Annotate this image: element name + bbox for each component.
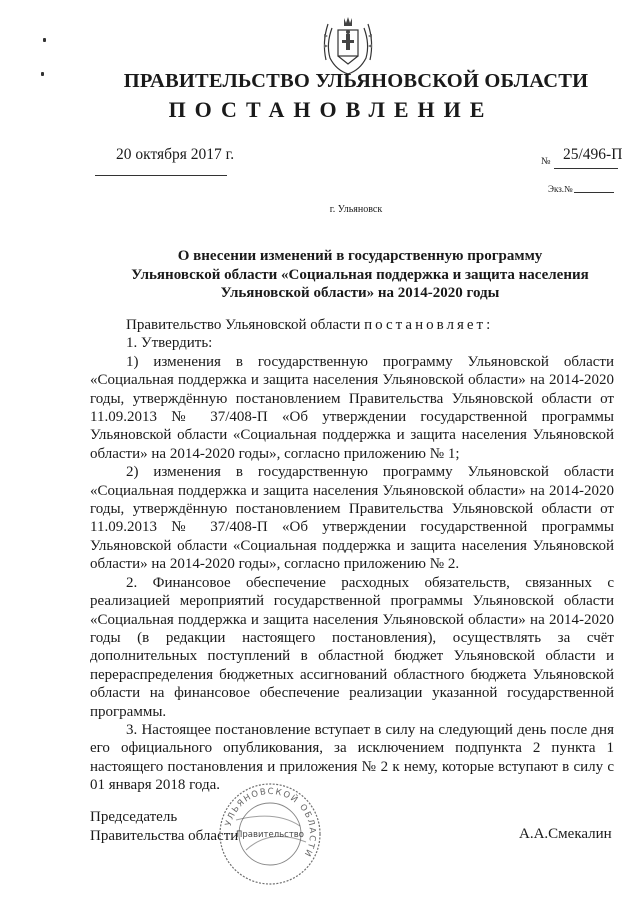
clause-1-2: 2) изменения в государственную программу Ульяновской области «Социальная поддержка и защита населения Ульяновской области» на 2014-2020 годы, утверждённую постановлением Правительства Ульяновской области от 11.09.2013 № 37/408-П «Об утверждении государственной программы Ульяновской области «Социальная поддержка и защита населения Ульяновской области» на 2014-2020 годы», согласно приложению № 2. bbox=[90, 464, 614, 573]
document-date: 20 октября 2017 г. bbox=[116, 146, 235, 163]
number-underline bbox=[554, 168, 618, 169]
preamble-text: Правительство Ульяновской области bbox=[126, 317, 365, 333]
document-type: ПОСТАНОВЛЕНИЕ bbox=[168, 97, 494, 122]
clause-1-1: 1) изменения в государственную программу Ульяновской области «Социальная поддержка и защита населения Ульяновской области» на 2014-2020 годы, утверждённую постановлением Правительства Ульяновской области от 11.09.2013 № 37/408-П «Об утверждении государственной программы Ульяновской области «Социальная поддержка и защита населения Ульяновской области» на 2014-2020 годы», согласно приложению № 1; bbox=[90, 353, 614, 462]
heading-line: Ульяновской области» на 2014-2020 годы bbox=[220, 285, 500, 301]
clause-3: 3. Настоящее постановление вступает в силу на следующий день после дня его официального опубликования, за исключением подпункта 2 пункта 1 настоящего постановления и приложения № 2 к нему, которые вступают в силу с 01 января 2018 года. bbox=[90, 721, 614, 794]
document-body bbox=[90, 316, 614, 795]
government-name: ПРАВИТЕЛЬСТВО УЛЬЯНОВСКОЙ ОБЛАСТИ bbox=[123, 70, 589, 92]
seal-ring-text: УЛЬЯНОВСКОЙ ОБЛАСТИ bbox=[223, 786, 318, 859]
clause-2: 2. Финансовое обеспечение расходных обязательств, связанных с реализацией мероприятий государственной программы Ульяновской области «Социальная поддержка и защита населения Ульяновской области» на 2014-2020 годы (в редакции настоящего постановления), осуществлять за счёт дополнительных поступлений в областной бюджет Ульяновской области и перераспределения бюджетных ассигнований областного бюджета Ульяновской области на финансовое обеспечение реализации указанной государственной программы. bbox=[90, 574, 614, 720]
preamble bbox=[90, 316, 614, 334]
copy-number-label: Экз.№ bbox=[548, 184, 573, 194]
city: г. Ульяновск bbox=[329, 204, 383, 215]
position-line: Председатель bbox=[90, 809, 178, 825]
number-sign: № bbox=[541, 156, 551, 167]
date-underline bbox=[95, 175, 227, 176]
svg-text:УЛЬЯНОВСКОЙ ОБЛАСТИ bbox=[224, 787, 317, 859]
signatory-name: А.А.Смекалин bbox=[519, 826, 612, 842]
position-line: Правительства области bbox=[90, 827, 239, 844]
coat-of-arms-icon bbox=[318, 14, 378, 76]
scan-speck bbox=[43, 38, 46, 42]
official-seal-icon bbox=[216, 780, 324, 888]
seal-center-text: Правительство bbox=[236, 830, 304, 840]
clause-1: 1. Утвердить: bbox=[126, 335, 213, 352]
copy-number-underline bbox=[574, 192, 614, 193]
heading-line: Ульяновской области «Социальная поддержка и защита населения bbox=[131, 266, 589, 283]
document-number: 25/496-П bbox=[563, 146, 623, 163]
heading-line: О внесении изменений в государственную программу bbox=[177, 248, 543, 264]
preamble-verb: постановляет: bbox=[364, 317, 494, 333]
document-heading bbox=[90, 247, 630, 303]
